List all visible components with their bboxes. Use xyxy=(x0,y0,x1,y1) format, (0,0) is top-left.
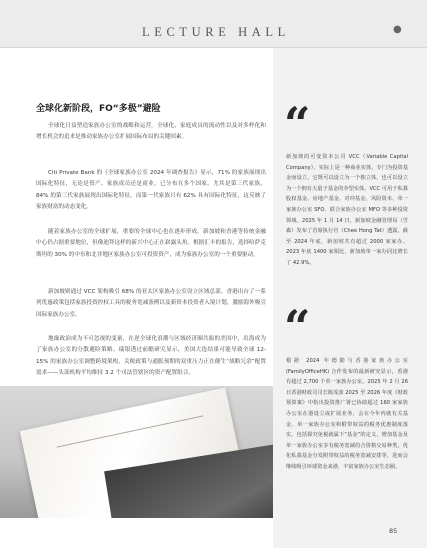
sidebar-quote-2: 根据 2024 年德勤与香港家族办公室(FamilyOfficeHK) 合作发布的最新研究显示，香港有超过 2,700 个单一家族办公室。2025 年 2 月 26 日香港财政司司长陈茂波 2025 至 2026 年度《财政预算案》中指出投资推广署已协助超过 160 家家族办公室在港设立或扩展业务，会在今年内就有关基金、单一家族办公室和附带权益的税务优惠制度落实。包括探究免税就属下“基金”的定义，增加基金及单一家族办公室享有税务宽减的合资格交易种类，优化私募基金分发附带权益的税务宽减安排等，进而会继续吸引环球资金来港，丰富家族办公室生态圈。 xyxy=(286,358,408,470)
running-header-title: LECTURE HALL xyxy=(142,25,290,39)
quote-mark-icon: “ xyxy=(284,300,311,354)
body-paragraph-1: 全球化日益塑造家族办公室的战略和运营。全球化、家庭成员的流动性以及对多样化和增长机会的追求是推动家族办公室扩展国际布局的关键因素。 xyxy=(36,123,266,141)
documents-photo xyxy=(0,386,273,518)
page-number: 85 xyxy=(389,527,398,535)
quote-mark-icon: “ xyxy=(284,97,311,151)
header-dot-mark: ● xyxy=(393,24,402,35)
body-paragraph-5: 地缘政治成为不可忽视的变量，在逆全球化浪潮与区域经济圈共振的美国中，出海成为了家族办公室的分散避险策略。瑞银透过前瞻研究显示，美国大选结果可能导致全球 12-15% 的家族办公室调整跨境架构，关税政策与通胀预期的双重压力正在催生“战略冗余”配置需求——头部机构平均维持 3.2 个司法管辖区的资产配置组合。 xyxy=(36,336,266,376)
body-paragraph-2: Citi Private Bank 的《全球家族办公室 2024 年调查报告》显示，71% 的家族展现出国际化特征，无论是资产、家族成员还是商业，已分布在多个国家。尤其是第三代家族，84% 的第三代家族展现出国际化特征，而第一代家族只有 62% 具有国际化特征，这反映了家族财富的动态变化。 xyxy=(36,170,266,210)
body-paragraph-4: 新加坡则通过 VCC 架构吸引 68% 的亚太区家族办公室设立区域总部。香港出台了一系列优惠政策包括家族投资控权工具的税务宽减条例以及新资本投资者入境计划，激励海外吸引国际家族办公室。 xyxy=(36,289,266,318)
body-paragraph-3: 随着家族办公室的全球扩展，重要的全球中心也在逐步形成。新加坡和香港等传统金融中心仍占据重要地位，但像迪拜这样的新兴中心正在崭露头角。根据汇丰的报告，选择哈萨克斯坦的 30% 的中东和北非地区家族办公室可投资资产，成为家族办公室的一个重要驱动。 xyxy=(36,229,266,258)
section-title: 全球化新阶段，FO“多极”避险 xyxy=(36,104,161,114)
sidebar-quote-1: 新加坡的可变资本公司 VCC（Variable Capital Company），实际上是一种商业实体，专门为投资基金而设立。它既可以设立为一个独立体，也可以设立为一个拥有大量子基金的伞型实体。VCC 可用于私募股权基金、房地产基金、对冲基金、风险资本、单一家族办公室 SFO、联合家族办公室 MFO 等多种投资领域。2025 年 1 月 14 日，新加坡金融管理局（雪森）发布了首席执行官（Chee Hong Tat）透露，截至 2024 年底，新加坡共有超过 2000 家家办。2023 年底 1400 家相比，新加坡单一家办同比增长了 42.9%。 xyxy=(286,154,408,266)
header-band xyxy=(0,0,427,48)
